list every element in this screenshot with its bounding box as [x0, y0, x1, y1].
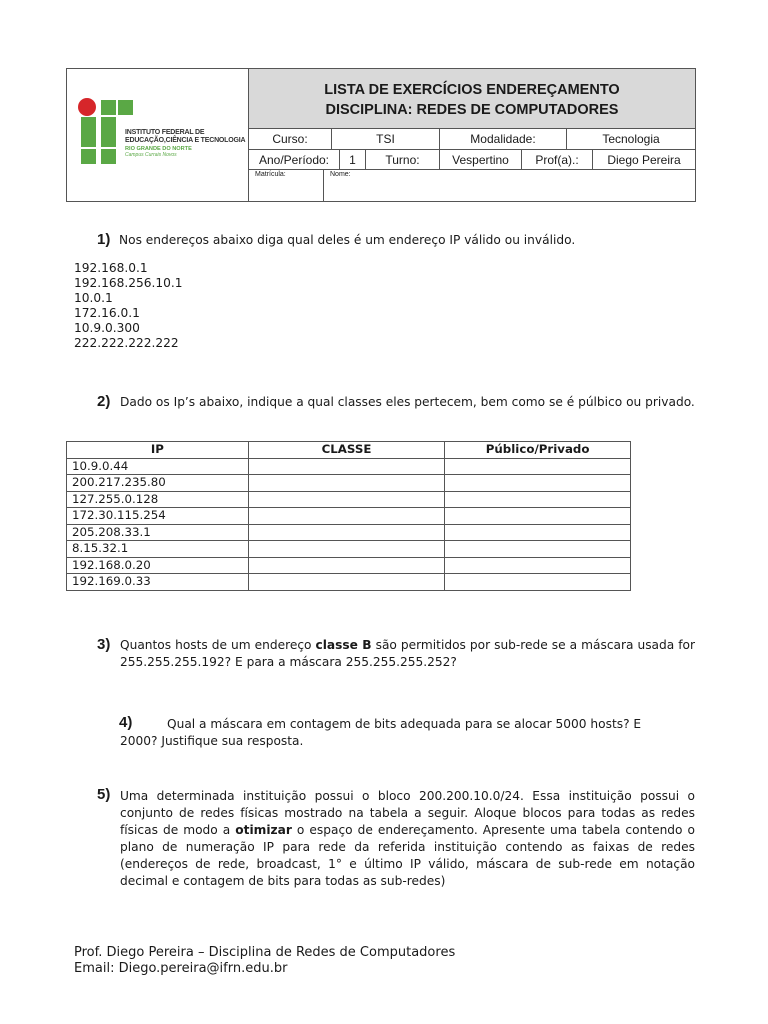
classe-cell[interactable] [248, 458, 445, 475]
table-row [67, 574, 631, 591]
ip-list-item: 192.168.0.1 [74, 261, 148, 275]
curso-value: TSI [332, 129, 440, 149]
classe-cell[interactable] [248, 524, 445, 541]
logo-text-line4: Campus Currais Novos [125, 152, 177, 158]
question-4-number: 4) [119, 714, 133, 731]
footer-email: Email: Diego.pereira@ifrn.edu.br [74, 961, 288, 976]
question-5-emphasis: otimizar [235, 823, 292, 837]
ip-cell: 192.168.0.20 [67, 557, 249, 574]
modalidade-value: Tecnologia [602, 132, 660, 146]
table-header-row [67, 442, 631, 459]
classe-cell[interactable] [248, 574, 445, 591]
header-row-course [249, 129, 695, 150]
question-3-text: Quantos hosts de um endereço classe B são permitidos por sub-rede se a máscara usada for 255.255.255.192? E para a máscara 255.255.255.252? [120, 638, 695, 669]
publico-privado-cell[interactable] [445, 508, 631, 525]
logo-text-line2: EDUCAÇÃO,CIÊNCIA E TECNOLOGIA [125, 137, 246, 144]
publico-privado-cell[interactable] [445, 557, 631, 574]
table-row [67, 475, 631, 492]
question-5-number: 5) [97, 786, 111, 803]
classe-cell[interactable] [248, 491, 445, 508]
ip-cell: 172.30.115.254 [67, 508, 249, 525]
document-footer [74, 945, 455, 977]
footer-author-line: Prof. Diego Pereira – Disciplina de Redes de Computadores [74, 945, 456, 960]
question-1-ip-list [74, 261, 183, 351]
table-row [67, 491, 631, 508]
ip-list-item: 10.0.1 [74, 291, 113, 305]
ip-list-item: 10.9.0.300 [74, 321, 140, 335]
question-1-text: Nos endereços abaixo diga qual deles é um endereço IP válido ou inválido. [119, 233, 576, 247]
ip-cell: 205.208.33.1 [67, 524, 249, 541]
nome-field: Nome: [330, 171, 351, 178]
publico-privado-cell[interactable] [445, 574, 631, 591]
table-row [67, 541, 631, 558]
title-line1: LISTA DE EXERCÍCIOS ENDEREÇAMENTO [324, 82, 620, 98]
table-row [67, 557, 631, 574]
matricula-field: Matrícula: [249, 170, 324, 201]
document-title [249, 69, 695, 129]
table-row [67, 524, 631, 541]
ip-cell: 8.15.32.1 [67, 541, 249, 558]
institution-logo [67, 69, 249, 201]
ip-cell: 127.255.0.128 [67, 491, 249, 508]
question-2-text: Dado os Ip’s abaixo, indique a qual classes eles pertecem, bem como se é púlbico ou privado. [120, 395, 695, 409]
prof-label: Prof(a).: [522, 150, 593, 169]
ip-list-item: 192.168.256.10.1 [74, 276, 183, 290]
logo-text-line1: INSTITUTO FEDERAL DE [125, 129, 205, 136]
column-header-publico-privado: Público/Privado [445, 442, 631, 459]
document-header [66, 68, 696, 202]
ip-list-item: 172.16.0.1 [74, 306, 140, 320]
ip-cell: 192.169.0.33 [67, 574, 249, 591]
table-row [67, 508, 631, 525]
column-header-ip: IP [67, 442, 249, 459]
classe-cell[interactable] [248, 475, 445, 492]
question-2-number: 2) [97, 393, 111, 410]
publico-privado-cell[interactable] [445, 491, 631, 508]
classe-cell[interactable] [248, 557, 445, 574]
turno-label: Turno: [366, 150, 440, 169]
ip-list-item: 222.222.222.222 [74, 336, 179, 350]
classe-cell[interactable] [248, 508, 445, 525]
ip-cell: 200.217.235.80 [67, 475, 249, 492]
turno-value: Vespertino [440, 150, 522, 169]
table-row [67, 458, 631, 475]
ano-value: 1 [340, 150, 366, 169]
publico-privado-cell[interactable] [445, 541, 631, 558]
publico-privado-cell[interactable] [445, 475, 631, 492]
question-1-number: 1) [97, 231, 111, 248]
question-3-emphasis: classe B [315, 638, 372, 652]
column-header-classe: CLASSE [248, 442, 445, 459]
modalidade-label: Modalidade: [440, 129, 567, 149]
header-row-period [249, 150, 695, 170]
classe-cell[interactable] [248, 541, 445, 558]
logo-red-dot [78, 98, 96, 116]
prof-value: Diego Pereira [607, 152, 681, 167]
publico-privado-cell[interactable] [445, 458, 631, 475]
curso-label: Curso: [249, 129, 332, 149]
title-line2: DISCIPLINA: REDES DE COMPUTADORES [325, 102, 619, 118]
ip-cell: 10.9.0.44 [67, 458, 249, 475]
ip-classification-table [66, 441, 631, 591]
ano-label: Ano/Período: [249, 150, 340, 169]
question-3-number: 3) [97, 636, 111, 653]
question-5-text: Uma determinada instituição possui o bloco 200.200.10.0/24. Essa instituição possui o conjunto de redes físicas mostrado na tabela a seguir. Aloque blocos para todas as redes físicas de modo a otimizar o espaço de endereçamento. Apresente uma tabela contendo o plano de numeração IP para rede da referida instituição contendo as faixas de redes (endereços de rede, broadcast, 1° e último IP válido, máscara de sub-rede em notação decimal e contagem de bits para todas as sub-redes) [120, 789, 695, 888]
logo-text-line3: RIO GRANDE DO NORTE [125, 146, 192, 152]
publico-privado-cell[interactable] [445, 524, 631, 541]
header-row-student [249, 170, 695, 201]
question-4-text: Qual a máscara em contagem de bits adequada para se alocar 5000 hosts? E 2000? Justifique sua resposta. [120, 717, 642, 748]
